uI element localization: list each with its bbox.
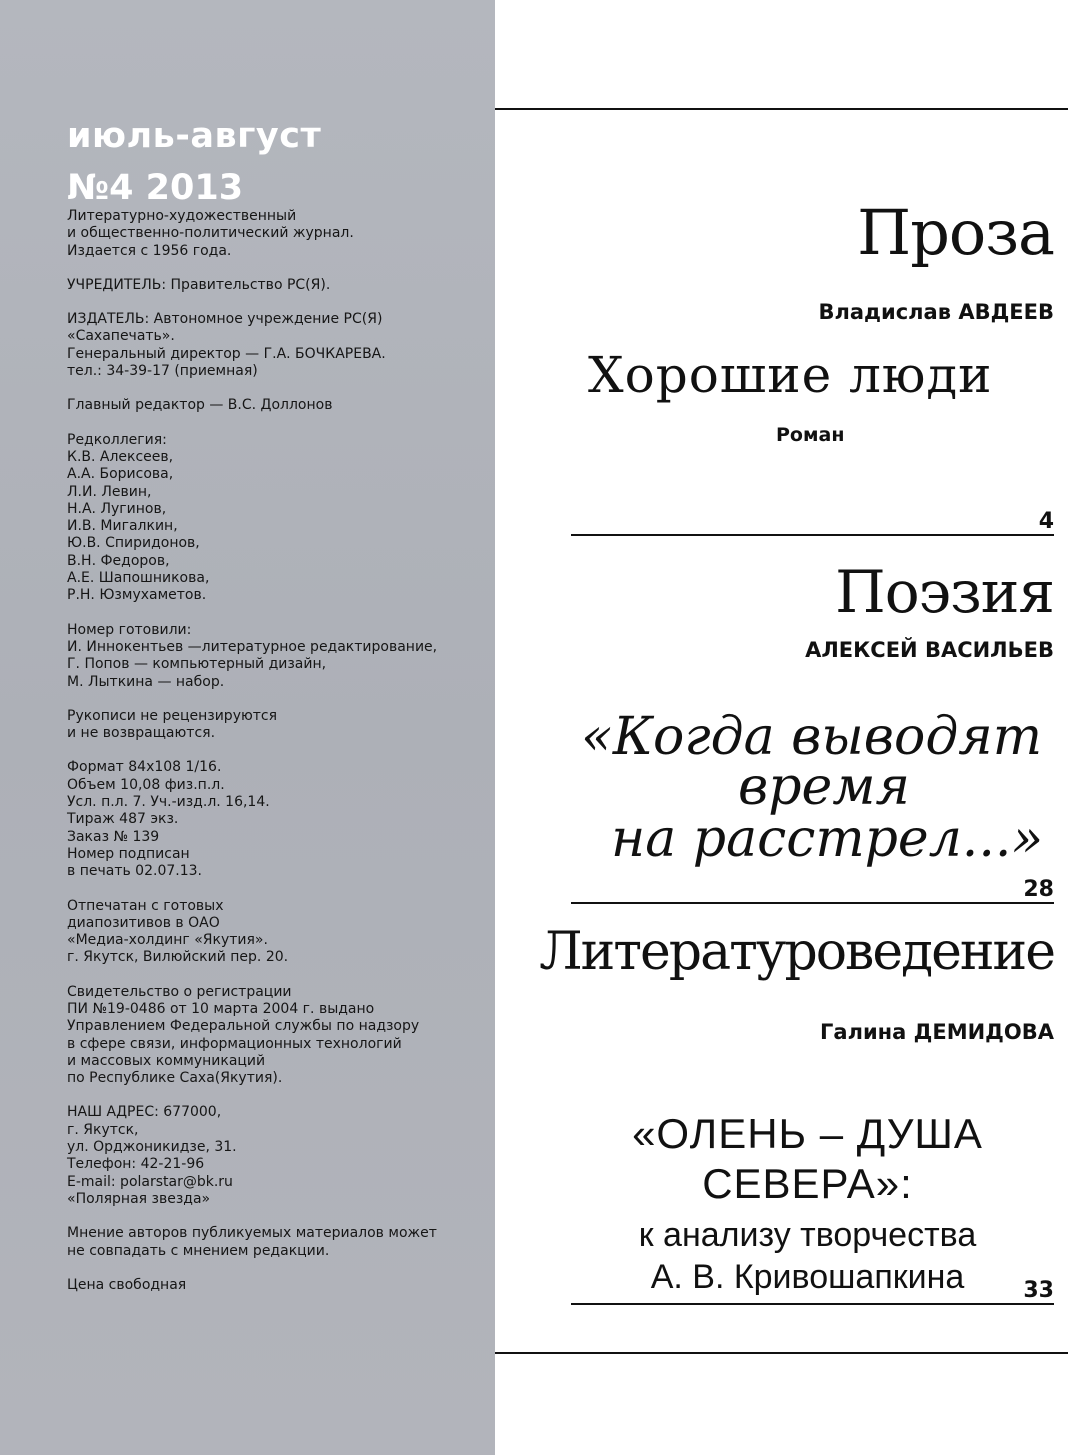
bottom-divider [495, 1352, 1068, 1354]
manuscripts-note [67, 708, 487, 743]
imprint-line: и не возвращаются. [67, 725, 216, 742]
criticism-author: Галина ДЕМИДОВА [820, 1020, 1054, 1044]
imprint-line: Л.И. Левин, [67, 483, 152, 500]
section-heading-poetry: Поэзия [835, 558, 1054, 626]
imprint-line: в сфере связи, информационных технологий [67, 1035, 402, 1052]
imprint-line: г. Якутск, Вилюйский пер. 20. [67, 949, 289, 966]
prepared-by [67, 622, 487, 691]
editorial-board [67, 432, 487, 605]
imprint-line: и общественно-политический журнал. [67, 225, 354, 242]
imprint-line: М. Лыткина — набор. [67, 673, 225, 690]
imprint-line: «Медиа-холдинг «Якутия». [67, 932, 268, 949]
imprint-line: Главный редактор — В.С. Доллонов [67, 397, 333, 414]
print-format [67, 759, 487, 880]
imprint-line: диапозитивов в ОАО [67, 914, 220, 931]
imprint-line: И. Иннокентьев —литературное редактирование, [67, 638, 438, 655]
publisher [67, 311, 487, 380]
founder [67, 277, 487, 294]
email-text: E-mail: polarstar@bk.ru [67, 1173, 233, 1190]
prose-title: Хорошие люди [588, 346, 993, 404]
imprint-line: Р.Н. Юзмухаметов. [67, 587, 207, 604]
disclaimer [67, 1225, 487, 1260]
criticism-page-number: 33 [1023, 1278, 1054, 1303]
imprint-line: Издается с 1956 года. [67, 242, 232, 259]
prose-author: Владислав АВДЕЕВ [818, 300, 1054, 324]
imprint-line: Номер готовили: [67, 621, 192, 638]
imprint-line: Усл. п.л. 7. Уч.-изд.л. 16,14. [67, 794, 270, 811]
poetry-author: АЛЕКСЕЙ ВАСИЛЬЕВ [805, 638, 1054, 662]
prose-page-number: 4 [1038, 509, 1054, 534]
imprint-line: не совпадать с мнением редакции. [67, 1242, 330, 1259]
imprint-line: в печать 02.07.13. [67, 863, 202, 880]
imprint-line: г. Якутск, [67, 1121, 139, 1138]
imprint-panel [0, 0, 495, 1455]
imprint-line: Тираж 487 экз. [67, 811, 179, 828]
imprint-line: Свидетельство о регистрации [67, 983, 292, 1000]
imprint-line: НАШ АДРЕС: 677000, [67, 1104, 222, 1121]
imprint-line: ПИ №19-0486 от 10 марта 2004 г. выдано [67, 1000, 375, 1017]
imprint-line: Н.А. Лугинов, [67, 500, 167, 517]
imprint-line: и массовых коммуникаций [67, 1052, 266, 1069]
imprint-line: Объем 10,08 физ.п.л. [67, 776, 225, 793]
imprint-line: И.В. Мигалкин, [67, 518, 178, 535]
imprint-line: Г. Попов — компьютерный дизайн, [67, 656, 327, 673]
poetry-title-line-1: «Когда выводят [581, 707, 1043, 767]
poetry-divider [571, 902, 1054, 904]
imprint-line: тел.: 34-39-17 (приемная) [67, 363, 258, 380]
imprint-line: Генеральный директор — Г.А. БОЧКАРЕВА. [67, 345, 386, 362]
imprint-line: Литературно-художественный [67, 208, 297, 224]
criticism-title-line-2: СЕВЕРА»: [702, 1160, 913, 1207]
imprint-line: Номер подписан [67, 845, 190, 862]
price [67, 1277, 487, 1294]
imprint-line: А.Е. Шапошникова, [67, 570, 210, 587]
issue-number: №4 2013 [67, 168, 244, 208]
imprint-line: «Полярная звезда» [67, 1190, 211, 1207]
issue-period: июль-август [67, 116, 322, 156]
imprint-line: Редколлегия: [67, 431, 167, 448]
imprint-line: УЧРЕДИТЕЛЬ: Правительство РС(Я). [67, 276, 331, 293]
prose-divider [571, 534, 1054, 536]
imprint-line: Ю.В. Спиридонов, [67, 535, 200, 552]
imprint-line: А.А. Борисова, [67, 466, 174, 483]
imprint-line: Заказ № 139 [67, 828, 160, 845]
address [67, 1104, 487, 1208]
journal-description [67, 208, 487, 260]
section-heading-criticism: Литературоведение [539, 922, 1054, 982]
contents-panel [495, 0, 1068, 1455]
imprint-line: Мнение авторов публикуемых материалов может [67, 1225, 437, 1242]
printing-house [67, 898, 487, 967]
imprint-line: В.Н. Федоров, [67, 552, 170, 569]
criticism-subtitle-line-2: А. В. Кривошапкина [650, 1258, 965, 1296]
poetry-title-line-3: на расстрел...» [611, 809, 1044, 869]
imprint-line: «Сахапечать». [67, 328, 175, 345]
criticism-title-line-1: «ОЛЕНЬ – ДУША [632, 1110, 983, 1157]
imprint-line: по Республике Саха(Якутия). [67, 1070, 283, 1087]
imprint-line: ИЗДАТЕЛЬ: Автономное учреждение РС(Я) [67, 311, 383, 328]
section-heading-prose: Проза [857, 196, 1054, 269]
imprint-line: Отпечатан с готовых [67, 897, 224, 914]
imprint-line: Цена свободная [67, 1276, 187, 1293]
chief-editor [67, 397, 487, 414]
prose-genre: Роман [776, 424, 845, 446]
criticism-subtitle-line-1: к анализу творчества [638, 1216, 977, 1254]
imprint-line: Формат 84x108 1/16. [67, 759, 222, 776]
imprint-line: Телефон: 42-21-96 [67, 1156, 205, 1173]
registration [67, 984, 487, 1088]
criticism-divider [571, 1303, 1054, 1305]
imprint-line: ул. Орджоникидзе, 31. [67, 1139, 237, 1156]
imprint-line: Рукописи не рецензируются [67, 707, 278, 724]
top-divider [495, 108, 1068, 110]
poetry-title-line-2: время [738, 757, 910, 817]
imprint-text [67, 208, 487, 1311]
imprint-line: Управлением Федеральной службы по надзору [67, 1018, 420, 1035]
imprint-line: К.В. Алексеев, [67, 448, 174, 465]
poetry-page-number: 28 [1023, 877, 1054, 902]
